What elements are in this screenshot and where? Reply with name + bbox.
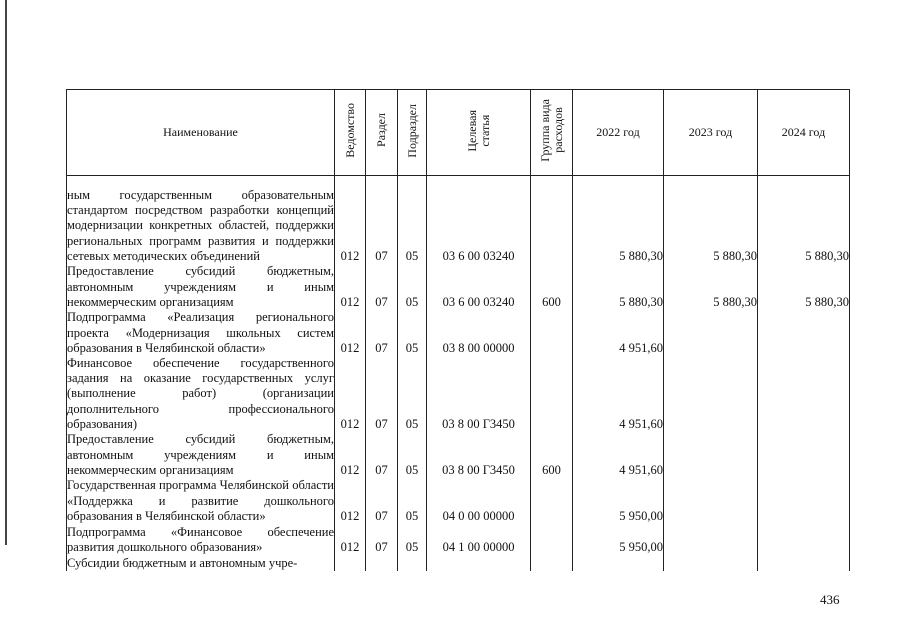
header-2023: 2023 год — [664, 90, 758, 176]
header-target: Целевая статья — [427, 90, 531, 176]
table-row — [67, 310, 850, 356]
row-group — [531, 310, 573, 356]
page-left-edge — [5, 0, 7, 545]
row-name: ным государственным образовательным стандартом посредством разработки концепций модернизации конкретных областей, поддержки региональных программ развития и поддержки сетевых методических объединений — [67, 176, 335, 265]
row-section: 07 — [366, 310, 398, 356]
row-2024 — [758, 432, 850, 478]
row-subsection — [398, 555, 427, 571]
header-2024: 2024 год — [758, 90, 850, 176]
row-dept: 012 — [335, 524, 366, 555]
table-row — [67, 264, 850, 310]
row-target: 04 0 00 00000 — [427, 478, 531, 524]
row-dept — [335, 555, 366, 571]
row-dept: 012 — [335, 176, 366, 265]
row-2022: 4 951,60 — [573, 432, 664, 478]
row-2023 — [664, 555, 758, 571]
table-row — [67, 432, 850, 478]
table-row — [67, 555, 850, 571]
row-dept: 012 — [335, 356, 366, 432]
row-target: 04 1 00 00000 — [427, 524, 531, 555]
row-section: 07 — [366, 432, 398, 478]
header-subsection: Подраздел — [398, 90, 427, 176]
header-dept: Ведомство — [335, 90, 366, 176]
row-group — [531, 555, 573, 571]
row-2024: 5 880,30 — [758, 264, 850, 310]
row-target — [427, 555, 531, 571]
row-dept: 012 — [335, 264, 366, 310]
table-header-row — [67, 90, 850, 176]
header-section: Раздел — [366, 90, 398, 176]
row-name: Подпрограмма «Реализация регионального проекта «Модернизация школьных систем образования в Челябинской области» — [67, 310, 334, 355]
row-2022: 4 951,60 — [573, 310, 664, 356]
table-row — [67, 176, 850, 265]
row-subsection: 05 — [398, 264, 427, 310]
row-group: 600 — [531, 264, 573, 310]
row-subsection: 05 — [398, 310, 427, 356]
row-dept: 012 — [335, 432, 366, 478]
row-section: 07 — [366, 176, 398, 265]
row-group — [531, 356, 573, 432]
row-target: 03 6 00 03240 — [427, 264, 531, 310]
row-2024 — [758, 555, 850, 571]
row-name: Государственная программа Челябинской области «Поддержка и развитие дошкольного образования в Челябинской области» — [67, 478, 334, 523]
budget-table — [66, 89, 850, 571]
row-2024 — [758, 310, 850, 356]
row-subsection: 05 — [398, 478, 427, 524]
row-2022: 5 880,30 — [573, 176, 664, 265]
row-2023 — [664, 310, 758, 356]
row-2022: 5 880,30 — [573, 264, 664, 310]
row-section: 07 — [366, 356, 398, 432]
table-row — [67, 478, 850, 524]
row-2024: 5 880,30 — [758, 176, 850, 265]
row-target: 03 6 00 03240 — [427, 176, 531, 265]
table-row — [67, 524, 850, 555]
row-group — [531, 524, 573, 555]
row-2023 — [664, 356, 758, 432]
header-2022: 2022 год — [573, 90, 664, 176]
row-2022 — [573, 555, 664, 571]
row-group — [531, 478, 573, 524]
row-2022: 5 950,00 — [573, 524, 664, 555]
row-2024 — [758, 478, 850, 524]
row-dept: 012 — [335, 310, 366, 356]
page-number: 436 — [820, 592, 840, 607]
header-group: Группа вида расходов — [531, 90, 573, 176]
row-name: Финансовое обеспечение государственного задания на оказание государственных услуг (выполнение работ) (организации дополнительного профессионального образования) — [67, 356, 334, 431]
row-dept: 012 — [335, 478, 366, 524]
row-2023 — [664, 432, 758, 478]
row-section: 07 — [366, 524, 398, 555]
row-section: 07 — [366, 478, 398, 524]
row-group: 600 — [531, 432, 573, 478]
row-target: 03 8 00 Г3450 — [427, 356, 531, 432]
row-subsection: 05 — [398, 432, 427, 478]
row-section — [366, 555, 398, 571]
row-target: 03 8 00 00000 — [427, 310, 531, 356]
row-subsection: 05 — [398, 356, 427, 432]
row-name: Подпрограмма «Финансовое обеспечение развития дошкольного образования» — [67, 524, 334, 554]
row-2023: 5 880,30 — [664, 264, 758, 310]
header-name: Наименование — [67, 90, 335, 176]
row-2024 — [758, 524, 850, 555]
row-2023 — [664, 524, 758, 555]
row-name: Субсидии бюджетным и автономным учре- — [67, 555, 335, 571]
row-2024 — [758, 356, 850, 432]
row-target: 03 8 00 Г3450 — [427, 432, 531, 478]
row-name: Предоставление субсидий бюджетным, автономным учреждениям и иным некоммерческим организациям — [67, 264, 334, 309]
table-row — [67, 356, 850, 432]
row-section: 07 — [366, 264, 398, 310]
row-2023 — [664, 478, 758, 524]
row-group — [531, 176, 573, 265]
row-2023: 5 880,30 — [664, 176, 758, 265]
row-2022: 4 951,60 — [573, 356, 664, 432]
row-subsection: 05 — [398, 524, 427, 555]
row-2022: 5 950,00 — [573, 478, 664, 524]
row-name: Предоставление субсидий бюджетным, автономным учреждениям и иным некоммерческим организациям — [67, 432, 334, 477]
row-subsection: 05 — [398, 176, 427, 265]
